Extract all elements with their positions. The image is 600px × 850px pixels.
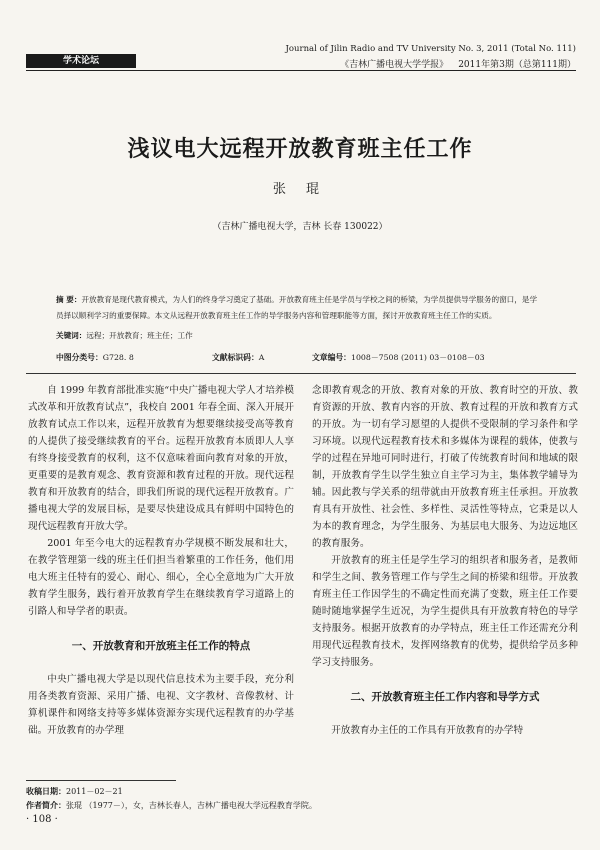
keywords-label: 关键词： [56, 331, 87, 340]
paragraph: 自 1999 年教育部批准实施“中央广播电视大学人才培养模式改革和开放教育试点”，我校自 2001 年春全面、深入开展开放教育试点工作以来，远程开放教育为想要继续接受高等教育的人提供了接受继续教育的平台。远程开放教育本质即人人享有终身接受教育的权利，这不仅意味着面向教育对象的开放，更重要的是教育观念、教育资源和教育过程的开放。现代远程教育和开放教育的结合，即我们所说的现代远程开放教育。广播电视大学的发展目标，是要尽快建设成具有鲜明中国特色的现代远程教育开放大学。 [28, 385, 294, 532]
keywords [56, 328, 540, 344]
article-title: 浅议电大远程开放教育班主任工作 [127, 137, 473, 162]
right-column [312, 382, 578, 739]
article-no-label: 文章编号： [312, 353, 351, 362]
left-column [28, 382, 294, 739]
journal-name-chinese [330, 57, 576, 70]
doc-code-value: A [258, 353, 265, 362]
abstract-label: 摘 要： [56, 295, 82, 304]
author-affiliation: （吉林广播电视大学，吉林 长春 130022） [212, 222, 388, 232]
paragraph: 开放教育的班主任是学生学习的组织者和服务者，是教师和学生之间、教务管理工作与学生之间的桥梁和纽带。开放教育班主任工作因学生的不确定性而充满了变数，班主任工作要随时随地掌握学生近况，为学生提供具有开放教育特色的导学支持服务。根据开放教育的办学特点，班主任工作还需充分利用现代远程教育技术，发挥网络教育的优势，提供给学员多种学习支持服务。 [312, 555, 578, 668]
received-label: 收稿日期： [26, 787, 66, 796]
page-number: · 108 · [26, 814, 58, 825]
clc-label: 中图分类号： [56, 353, 103, 362]
abstract-rule [26, 373, 576, 374]
paragraph: 2001 年至今电大的远程教育办学规模不断发展和壮大，在教学管理第一线的班主任们担当着繁重的工作任务，他们用电大班主任特有的爱心、耐心、细心，全心全意地为广大开放教育学生服务，践行着开放教育学生在继续教育学习道路上的引路人和导学者的职责。 [28, 538, 294, 617]
abstract-block [56, 292, 540, 344]
abstract [56, 292, 540, 324]
article-author: 张 琨 [272, 182, 328, 197]
header-rule [26, 70, 576, 71]
section-tag: 学术论坛 [26, 54, 136, 68]
doc-code-label: 文献标识码： [212, 353, 259, 362]
clc-code [56, 352, 134, 363]
received-date [26, 786, 123, 797]
bio-value: 张琨 （1977－），女，吉林长春人，吉林广播电视大学远程教育学院。 [66, 801, 317, 810]
document-code [212, 352, 264, 363]
article-no-value: 1008－7508 (2011) 03－0108－03 [350, 353, 485, 362]
clc-value: G728. 8 [102, 353, 134, 362]
journal-title-cn: 《吉林广播电视大学学报》 [340, 60, 449, 70]
received-value: 2011－02－21 [66, 787, 123, 796]
journal-issue-cn: 2011年第3期（总第111期） [458, 60, 576, 70]
bio-label: 作者简介： [26, 801, 66, 810]
article-number [312, 352, 485, 363]
footnote-rule [26, 780, 176, 781]
keywords-text: 远程；开放教育；班主任；工作 [86, 331, 193, 340]
paragraph: 中央广播电视大学是以现代信息技术为主要手段，充分利用各类教育资源、采用广播、电视、文字教材、音像教材、计算机课件和网络支持等多媒体资源夯实现代远程教育的办学基础。开放教育的办学理 [28, 674, 294, 736]
section-heading-1: 一、开放教育和开放班主任工作的特点 [71, 640, 251, 652]
journal-name-english: Journal of Jilin Radio and TV University No. 3, 2011 (Total No. 111) [285, 44, 576, 54]
section-heading-2: 二、开放教育班主任工作内容和导学方式 [350, 691, 540, 703]
paragraph: 念即教育观念的开放、教育对象的开放、教育时空的开放、教育资源的开放、教育内容的开放、教育过程的开放和教育方式的开放。为一切有学习愿望的人提供不受限制的学习条件和学习环境。以现代远程教育技术和多媒体为课程的载体，使教与学的过程在异地可同时进行，打破了传统教育时间和地域的限制，开放教育学生以学生独立自主学习为主，集体教学辅导为辅。因此教与学关系的纽带就由开放教育班主任承担。开放教育具有开放性、社会性、多样性、灵活性等特点，它秉是以人为本的教育理念，为学生服务、为基层电大服务、为边远地区的教育服务。 [312, 385, 578, 549]
paragraph: 开放教育办主任的工作具有开放教育的办学特 [331, 725, 524, 736]
abstract-text: 开放教育是现代教育模式，为人们的终身学习奠定了基础。开放教育班主任是学员与学校之间的桥梁，为学员提供导学服务的窗口，是学员择以顺利学习的重要保障。本文从远程开放教育班主任工作的导学服务内容和管理职能等方面，探讨开放教育班主任工作的实质。 [56, 295, 538, 320]
author-bio [26, 800, 317, 811]
